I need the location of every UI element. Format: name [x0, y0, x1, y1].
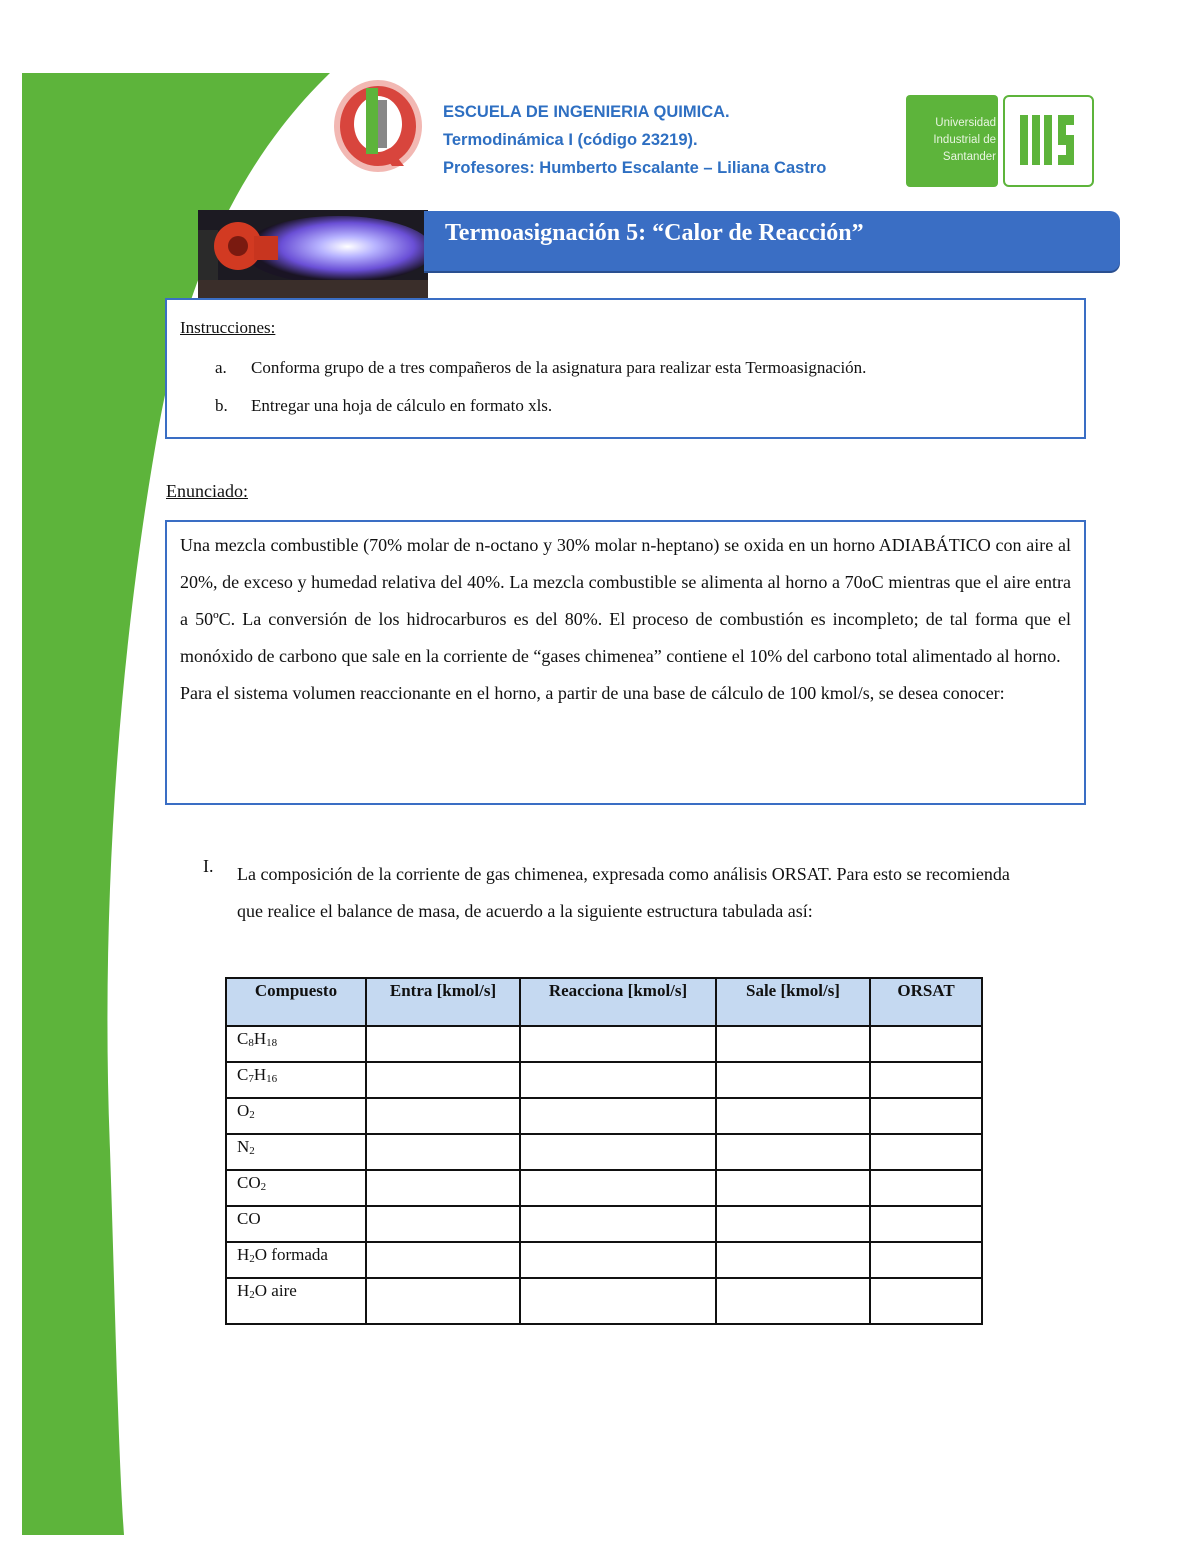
uni-logo-line-2: Industrial de: [933, 134, 996, 146]
empty-cell: [520, 1278, 716, 1324]
formula-text: H: [253, 1029, 267, 1048]
formula-text: CO: [237, 1209, 261, 1228]
statement-text: [180, 527, 1071, 712]
school-name: ESCUELA DE INGENIERIA QUIMICA.: [443, 103, 730, 121]
formula-subscript: 2: [249, 1109, 255, 1121]
formula-text: O: [237, 1101, 250, 1120]
empty-cell: [716, 1062, 870, 1098]
formula-subscript: 2: [260, 1181, 267, 1193]
empty-cell: [366, 1098, 520, 1134]
uni-logo-line-1: Universidad: [935, 117, 996, 129]
statement-paragraph-2: Para el sistema volumen reaccionante en el horno, a partir de una base de cálculo de 100 kmol/s, se desea conocer:: [180, 683, 1005, 703]
empty-cell: [520, 1098, 716, 1134]
instruction-text: Entregar una hoja de cálculo en formato xls.: [251, 396, 553, 415]
university-logo: [906, 95, 1094, 187]
empty-cell: [366, 1170, 520, 1206]
empty-cell: [716, 1098, 870, 1134]
empty-cell: [870, 1242, 982, 1278]
empty-cell: [716, 1170, 870, 1206]
compound-cell: [226, 1026, 366, 1062]
empty-cell: [366, 1206, 520, 1242]
empty-cell: [520, 1206, 716, 1242]
burner-flame-image: [198, 210, 428, 298]
table-header-row: [226, 978, 982, 1026]
instruction-label: b.: [215, 396, 228, 415]
empty-cell: [520, 1062, 716, 1098]
compound-cell: [226, 1170, 366, 1206]
instruction-item: [215, 358, 1075, 382]
instructions-heading: Instrucciones:: [180, 318, 276, 337]
course-name: Termodinámica I (código 23219).: [443, 131, 698, 149]
formula-subscript: 2: [249, 1253, 255, 1265]
empty-cell: [870, 1206, 982, 1242]
empty-cell: [870, 1134, 982, 1170]
column-header: ORSAT: [870, 978, 982, 1026]
empty-cell: [716, 1206, 870, 1242]
empty-cell: [366, 1062, 520, 1098]
empty-cell: [520, 1134, 716, 1170]
instruction-label: a.: [215, 358, 227, 377]
formula-text: C: [237, 1065, 249, 1084]
table-row: [226, 1026, 982, 1062]
formula-subscript: 18: [266, 1037, 278, 1049]
table-row: [226, 1062, 982, 1098]
formula-text: H: [237, 1245, 250, 1264]
statement-heading: Enunciado:: [166, 481, 248, 501]
formula-text: H: [253, 1065, 267, 1084]
instruction-item: [215, 396, 1075, 420]
formula-subscript: 2: [249, 1145, 255, 1157]
statement-paragraph-1: Una mezcla combustible (70% molar de n-octano y 30% molar n-heptano) se oxida en un horno ADIABÁTICO con aire al 20%, de exceso y humedad relativa del 40%. La mezcla combustible se alimenta al horno a 70oC mientras que el aire entra a 50ºC. La conversión de los hidrocarburos es del 80%. El proceso de combustión es incompleto; de tal forma que el monóxido de carbono que sale en la corriente de “gases chimenea” contiene el 10% del carbono total alimentado al horno.: [180, 535, 1071, 666]
empty-cell: [870, 1278, 982, 1324]
mass-balance-table: [225, 977, 983, 1325]
formula-subscript: 16: [266, 1073, 278, 1085]
formula-subscript: 8: [248, 1037, 254, 1049]
page-title: Termoasignación 5: “Calor de Reacción”: [445, 220, 864, 246]
uis-mark-icon: [1018, 109, 1078, 173]
empty-cell: [870, 1026, 982, 1062]
compound-cell: [226, 1062, 366, 1098]
formula-text: H: [237, 1281, 250, 1300]
formula-text: CO: [237, 1173, 261, 1192]
empty-cell: [520, 1026, 716, 1062]
table-row: [226, 1170, 982, 1206]
formula-text: N: [237, 1137, 250, 1156]
instruction-text: Conforma grupo de a tres compañeros de la asignatura para realizar esta Termoasignación.: [251, 358, 867, 377]
uni-logo-line-3: Santander: [942, 151, 996, 163]
empty-cell: [366, 1242, 520, 1278]
empty-cell: [366, 1134, 520, 1170]
school-logo: [332, 78, 424, 174]
empty-cell: [520, 1242, 716, 1278]
empty-cell: [716, 1278, 870, 1324]
compound-cell: [226, 1242, 366, 1278]
table-row: [226, 1098, 982, 1134]
compound-cell: [226, 1134, 366, 1170]
formula-text: O formada: [254, 1245, 328, 1264]
empty-cell: [716, 1242, 870, 1278]
empty-cell: [870, 1098, 982, 1134]
column-header: Reacciona [kmol/s]: [520, 978, 716, 1026]
table-row: [226, 1134, 982, 1170]
formula-subscript: 2: [249, 1289, 255, 1301]
column-header: Sale [kmol/s]: [716, 978, 870, 1026]
formula-subscript: 7: [248, 1073, 254, 1085]
question-text: La composición de la corriente de gas chimenea, expresada como análisis ORSAT. Para esto se recomienda que realice el balance de masa, de acuerdo a la siguiente estructura tabulada así:: [237, 864, 1010, 921]
empty-cell: [870, 1170, 982, 1206]
question-number: I.: [203, 856, 214, 876]
empty-cell: [716, 1134, 870, 1170]
compound-cell: [226, 1206, 366, 1242]
professors: Profesores: Humberto Escalante – Liliana Castro: [443, 159, 827, 177]
formula-text: O aire: [254, 1281, 297, 1300]
column-header: Compuesto: [226, 978, 366, 1026]
table-row: [226, 1242, 982, 1278]
empty-cell: [716, 1026, 870, 1062]
compound-cell: [226, 1098, 366, 1134]
empty-cell: [520, 1170, 716, 1206]
compound-cell: [226, 1278, 366, 1324]
empty-cell: [870, 1062, 982, 1098]
table-row: [226, 1278, 982, 1324]
empty-cell: [366, 1026, 520, 1062]
table-row: [226, 1206, 982, 1242]
formula-text: C: [237, 1029, 249, 1048]
column-header: Entra [kmol/s]: [366, 978, 520, 1026]
empty-cell: [366, 1278, 520, 1324]
header-text: [443, 98, 826, 182]
